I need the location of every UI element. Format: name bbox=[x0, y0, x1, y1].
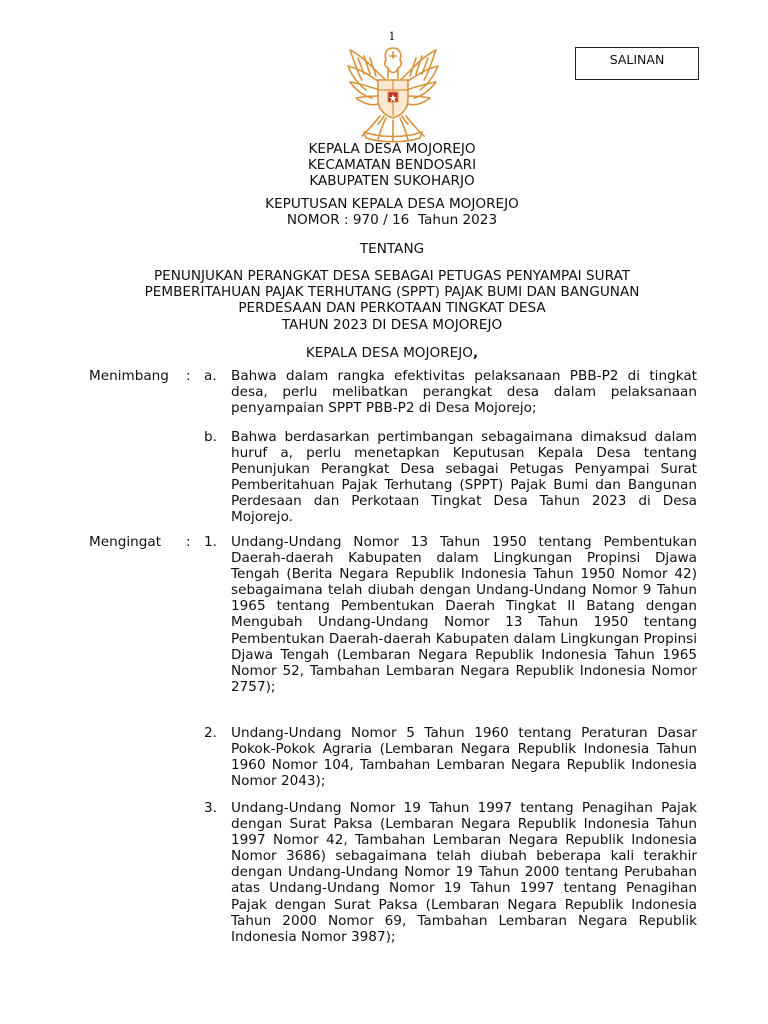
menimbang-colon: : bbox=[186, 368, 191, 384]
item-marker: b. bbox=[204, 429, 217, 445]
decree-subject bbox=[0, 268, 768, 333]
item-text: Bahwa dalam rangka efektivitas pelaksanaan PBB-P2 di tingkat desa, perlu melibatkan perangkat desa dalam pelaksanaan penyampaian SPPT PBB-P2 di Desa Mojorejo; bbox=[231, 368, 697, 417]
issuing-authority bbox=[0, 141, 768, 190]
mengingat-colon: : bbox=[186, 534, 191, 550]
item-marker: a. bbox=[204, 368, 217, 384]
kepala-desa-text: KEPALA DESA MOJOREJO bbox=[305, 345, 473, 361]
kepala-desa-comma: , bbox=[472, 345, 479, 361]
menimbang-label: Menimbang bbox=[89, 368, 169, 384]
authority-line: KEPALA DESA MOJOREJO bbox=[308, 141, 476, 157]
subject-line: PENUNJUKAN PERANGKAT DESA SEBAGAI PETUGAS PENYAMPAI SURAT bbox=[153, 268, 631, 284]
item-marker: 2. bbox=[204, 725, 217, 741]
item-marker: 3. bbox=[204, 800, 217, 816]
decree-number: NOMOR : 970 / 16 Tahun 2023 bbox=[286, 212, 498, 229]
garuda-emblem-icon bbox=[340, 44, 446, 144]
tentang-heading: TENTANG bbox=[359, 241, 425, 257]
item-text: Bahwa berdasarkan pertimbangan sebagaimana dimaksud dalam huruf a, perlu menetapkan Keputusan Kepala Desa tentang Penunjukan Perangkat Desa sebagai Petugas Penyampai Surat Pemberitahuan Pajak Terhutang (SPPT) Pajak Bumi dan Bangunan Perdesaan dan Perkotaan Tingkat Desa Tahun 2023 di Desa Mojorejo. bbox=[231, 429, 697, 526]
subject-line: TAHUN 2023 DI DESA MOJOREJO bbox=[281, 316, 503, 333]
authority-line: KABUPATEN SUKOHARJO bbox=[309, 173, 475, 190]
item-text: Undang-Undang Nomor 13 Tahun 1950 tentang Pembentukan Daerah-daerah Kabupaten dalam Lingkungan Propinsi Djawa Tengah (Berita Negara Republik Indonesia Tahun 1950 Nomor 42) sebagaimana telah diubah dengan Undang-Undang Nomor 9 Tahun 1965 tentang Pembentukan Daerah Tingkat II Batang dengan Mengubah Undang-Undang Nomor 13 Tahun 1950 tentang Pembentukan Daerah-daerah Kabupaten dalam Lingkungan Propinsi Djawa Tengah (Lembaran Negara Republik Indonesia Tahun 1965 Nomor 52, Tambahan Lembaran Negara Republik Indonesia Nomor 2757); bbox=[231, 534, 697, 695]
item-text: Undang-Undang Nomor 5 Tahun 1960 tentang Peraturan Dasar Pokok-Pokok Agraria (Lembaran Negara Republik Indonesia Tahun 1960 Nomor 104, Tambahan Lembaran Negara Republik Indonesia Nomor 2043); bbox=[231, 725, 697, 790]
item-text: Undang-Undang Nomor 19 Tahun 1997 tentang Penagihan Pajak dengan Surat Paksa (Lembaran Negara Republik Indonesia Tahun 1997 Nomor 42, Tambahan Lembaran Negara Republik Indonesia Nomor 3686) sebagaimana telah diubah beberapa kali terakhir dengan Undang-Undang Nomor 19 Tahun 2000 tentang Perubahan atas Undang-Undang Nomor 19 Tahun 1997 tentang Penagihan Pajak dengan Surat Paksa (Lembaran Negara Republik Indonesia Tahun 2000 Nomor 69, Tambahan Lembaran Negara Republik Indonesia Nomor 3987); bbox=[231, 800, 697, 945]
page-number: 1 bbox=[388, 30, 396, 43]
subject-line: PERDESAAN DAN PERKOTAAN TINGKAT DESA bbox=[238, 300, 546, 317]
subject-line: PEMBERITAHUAN PAJAK TERHUTANG (SPPT) PAJAK BUMI DAN BANGUNAN bbox=[144, 284, 640, 301]
authority-line: KECAMATAN BENDOSARI bbox=[307, 157, 477, 174]
kepala-desa-heading bbox=[0, 345, 768, 361]
mengingat-label: Mengingat bbox=[89, 534, 162, 550]
salinan-stamp: SALINAN bbox=[575, 47, 699, 80]
decree-title bbox=[0, 196, 768, 228]
decree-title-line: KEPUTUSAN KEPALA DESA MOJOREJO bbox=[265, 196, 519, 212]
item-marker: 1. bbox=[204, 534, 217, 550]
